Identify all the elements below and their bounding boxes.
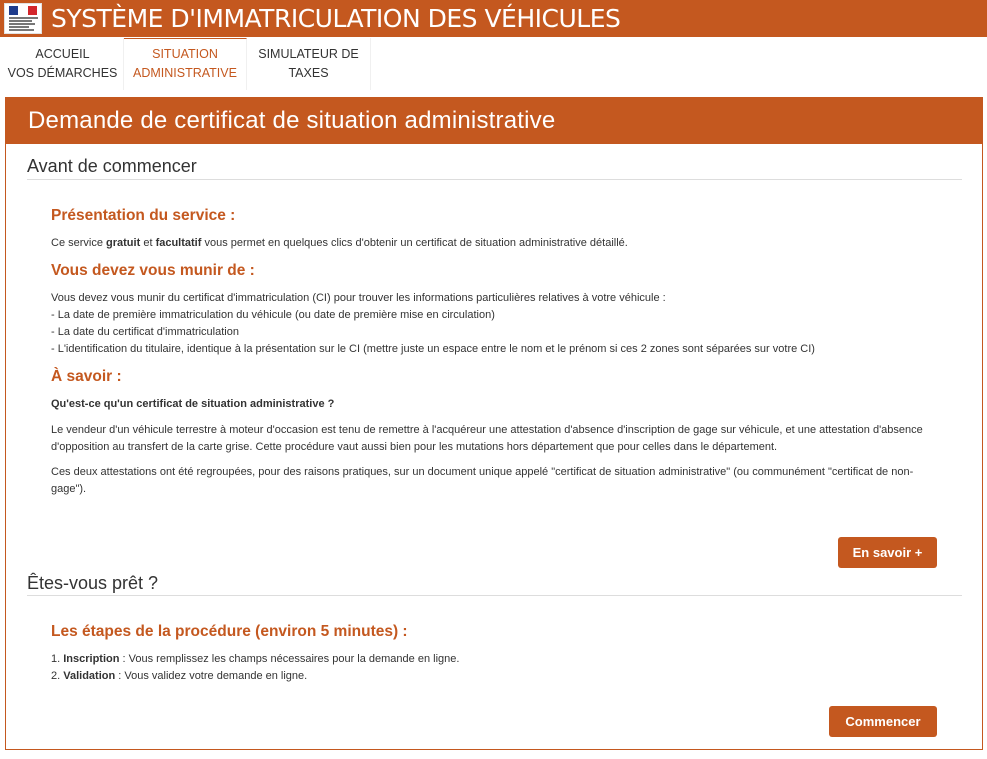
nav-tab-situation-administrative[interactable] — [124, 38, 247, 90]
presentation-text — [51, 235, 941, 252]
section-divider — [27, 179, 962, 180]
step-text: : Vous validez votre demande en ligne. — [115, 670, 308, 682]
section-title-avant: Avant de commencer — [27, 156, 197, 176]
nav-tab-label-line1: SITUATION — [152, 47, 218, 61]
munir-item: - La date de première immatriculation du véhicule (ou date de première mise en circulation) — [51, 309, 495, 321]
nav-tab-accueil[interactable] — [2, 38, 124, 90]
savoir-paragraph: Le vendeur d'un véhicule terrestre à moteur d'occasion est tenu de remettre à l'acquéreur une attestation d'absence d'inscription de gage sur véhicule, et une attestation d'absence d'opposition au transfert de la carte grise. Cette procédure vaut aussi bien pour les mutations hors département que pour celles dans le département. — [51, 424, 923, 453]
page-title: Demande de certificat de situation administrative — [6, 98, 982, 144]
presentation-bold-gratuit: gratuit — [106, 237, 141, 249]
savoir-paragraph: Ces deux attestations ont été regroupées, pour des raisons pratiques, sur un document unique appelé "certificat de situation administrative" (ou communément "certificat de non-gage"). — [51, 466, 914, 495]
presentation-bold-facultatif: facultatif — [155, 237, 202, 249]
main-panel — [5, 97, 983, 750]
nav-tab-simulateur-taxes[interactable] — [247, 38, 371, 90]
savoir-question: Qu'est-ce qu'un certificat de situation administrative ? — [51, 398, 335, 410]
munir-heading: Vous devez vous munir de : — [51, 262, 255, 279]
commencer-button[interactable]: Commencer — [829, 706, 937, 737]
en-savoir-plus-button[interactable]: En savoir + — [838, 537, 937, 568]
munir-item: - La date du certificat d'immatriculation — [51, 326, 239, 338]
presentation-text-part: Ce service — [51, 237, 107, 249]
presentation-text-part: vous permet en quelques clics d'obtenir un certificat de situation administrative détaillé. — [201, 237, 628, 249]
app-header — [0, 0, 987, 37]
step-text: : Vous remplissez les champs nécessaires pour la demande en ligne. — [119, 653, 460, 665]
step-item — [51, 651, 941, 668]
munir-intro: Vous devez vous munir du certificat d'immatriculation (CI) pour trouver les informations particulières relatives à votre véhicule : — [51, 292, 666, 304]
nav-tab-label-line2: ADMINISTRATIVE — [133, 66, 237, 80]
step-label: Inscription — [63, 653, 120, 665]
pret-content — [51, 622, 941, 685]
step-label: Validation — [63, 670, 116, 682]
nav-tab-label-line2: VOS DÉMARCHES — [7, 66, 118, 80]
step-number: 1. — [51, 653, 64, 665]
presentation-heading: Présentation du service : — [51, 207, 236, 224]
nav-tab-label-line1: ACCUEIL — [35, 47, 90, 61]
logo-text-lines — [9, 17, 38, 32]
french-flag-icon — [9, 6, 37, 15]
presentation-text-part: et — [140, 237, 156, 249]
avant-content — [51, 206, 941, 498]
republique-francaise-logo[interactable] — [4, 3, 42, 34]
step-item — [51, 668, 941, 685]
section-title-pret: Êtes-vous prêt ? — [27, 573, 159, 593]
nav-tab-label-line1: SIMULATEUR DE — [258, 47, 359, 61]
app-title: SYSTÈME D'IMMATRICULATION DES VÉHICULES — [51, 4, 621, 33]
etapes-heading: Les étapes de la procédure (environ 5 minutes) : — [51, 623, 408, 640]
munir-item: - L'identification du titulaire, identique à la présentation sur le CI (mettre juste un espace entre le nom et le prénom si ces 2 zones sont séparées sur votre CI) — [51, 343, 815, 355]
nav-tab-label-line2: TAXES — [288, 66, 329, 80]
step-number: 2. — [51, 670, 64, 682]
savoir-heading: À savoir : — [51, 368, 122, 385]
section-divider — [27, 595, 962, 596]
main-nav — [2, 38, 371, 92]
